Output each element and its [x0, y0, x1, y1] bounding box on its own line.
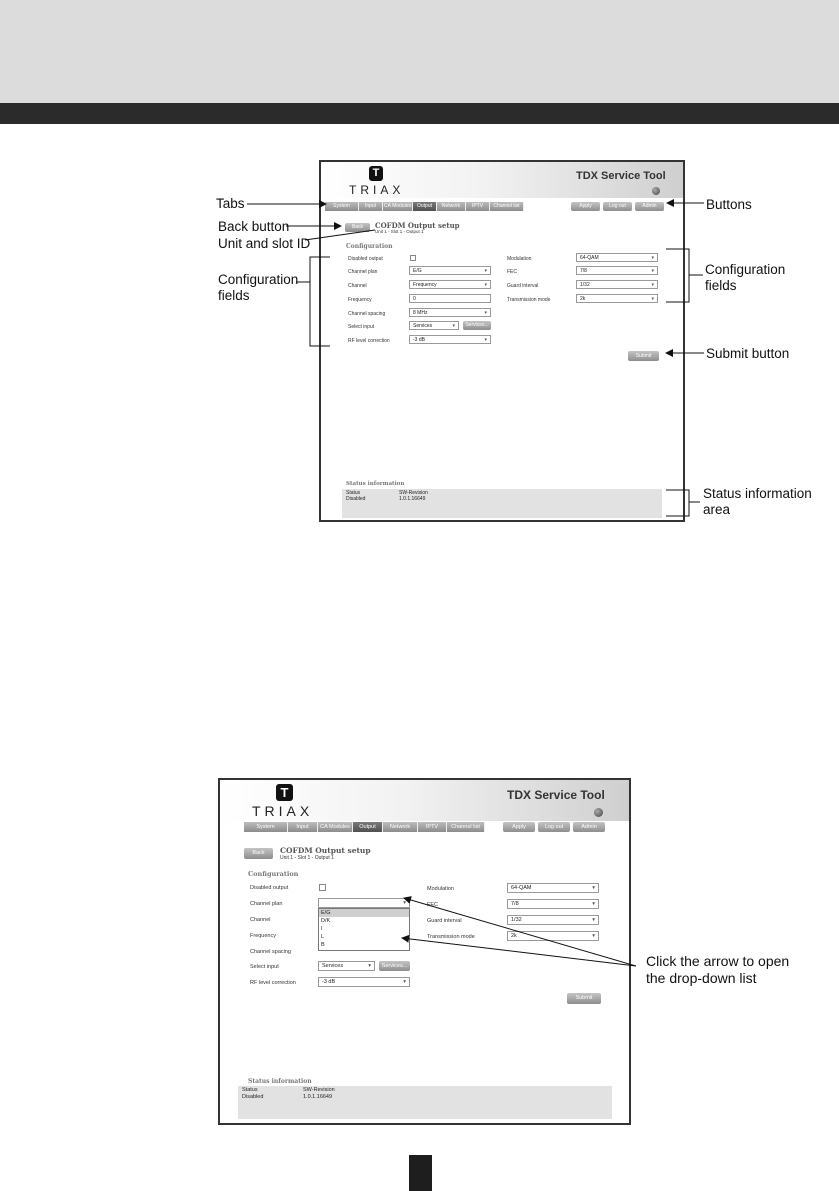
page-title: COFDM Output setup [375, 221, 460, 230]
tab-ca-modules[interactable]: CA Modules [383, 202, 413, 211]
chevron-down-icon[interactable]: ▾ [403, 979, 406, 985]
chevron-down-icon[interactable]: ▾ [592, 917, 595, 923]
triax-logo-icon: T [276, 784, 293, 801]
tab-iptv[interactable]: IPTV [466, 202, 490, 211]
dropdown-option[interactable]: D/K [321, 918, 331, 924]
chevron-down-icon[interactable]: ▾ [592, 901, 595, 907]
label-modulation: Modulation [507, 256, 532, 262]
callout-buttons: Buttons [706, 197, 752, 212]
back-button[interactable]: Back [345, 223, 370, 232]
chevron-down-icon[interactable]: ▾ [651, 255, 654, 261]
label-fec: FEC [427, 902, 438, 908]
page-title: COFDM Output setup [280, 846, 371, 855]
chevron-down-icon[interactable]: ▾ [484, 337, 487, 343]
callout-unit-slot: Unit and slot ID [218, 236, 311, 251]
label-disabled-output: Disabled output [250, 885, 289, 891]
dropdown-option[interactable]: B [321, 942, 325, 948]
frequency-input[interactable]: 0 [409, 294, 491, 303]
fec-select[interactable]: 7/8 ▾ [576, 266, 658, 275]
admin-button[interactable]: Admin [635, 202, 664, 211]
callout-config-right: Configuration fields [705, 262, 786, 293]
callout-back-button: Back button [218, 219, 290, 234]
label-rf-level: RF level correction [250, 980, 296, 986]
back-button[interactable]: Back [244, 848, 273, 859]
apply-button[interactable]: Apply [571, 202, 600, 211]
chevron-down-icon[interactable]: ▾ [403, 900, 406, 906]
chevron-down-icon[interactable]: ▾ [484, 310, 487, 316]
services-button[interactable]: Services... [379, 961, 410, 971]
rf-level-select[interactable]: -3 dB ▾ [318, 977, 410, 987]
chevron-down-icon[interactable]: ▾ [651, 268, 654, 274]
sw-revision-value: 1.0.1.16649 [303, 1094, 333, 1100]
callout-config-left: Configuration fields [218, 272, 299, 303]
triax-logo-text: TRIAX [349, 183, 405, 197]
label-modulation: Modulation [427, 886, 454, 892]
dropdown-option[interactable]: E/G [319, 909, 409, 917]
chevron-down-icon[interactable]: ▾ [484, 282, 487, 288]
label-transmission-mode: Transmission mode [427, 934, 475, 940]
sw-revision-header: SW-Revision [399, 490, 428, 496]
label-rf-level: RF level correction [348, 338, 390, 344]
dropdown-option[interactable]: I [321, 926, 323, 932]
section-configuration: Configuration [248, 870, 299, 878]
admin-button[interactable]: Admin [573, 822, 605, 832]
status-value: Disabled [346, 496, 366, 502]
chevron-down-icon[interactable]: ▾ [368, 963, 371, 969]
tab-ca-modules[interactable]: CA Modules [318, 822, 353, 832]
sw-revision-header: SW-Revision [303, 1087, 335, 1093]
status-title: Status information [346, 481, 405, 487]
app-title: TDX Service Tool [507, 788, 605, 802]
channel-select[interactable]: Frequency ▾ [409, 280, 491, 289]
chevron-down-icon[interactable]: ▾ [592, 933, 595, 939]
modulation-select[interactable]: 64-QAM ▾ [507, 883, 599, 893]
unit-slot-id: Unit 1 - Slot 1 - Output 1 [280, 855, 334, 861]
sw-revision-value: 1.0.1.16649 [399, 496, 426, 502]
tab-input[interactable]: Input [288, 822, 318, 832]
status-value: Disabled [242, 1094, 264, 1100]
guard-interval-select[interactable]: 1/32 ▾ [576, 280, 658, 289]
fec-select[interactable]: 7/8 ▾ [507, 899, 599, 909]
tab-system[interactable]: System [325, 202, 359, 211]
label-guard-interval: Guard interval [507, 283, 539, 289]
log-out-button[interactable]: Log out [603, 202, 632, 211]
unit-slot-id: Unit 1 - Slot 1 - Output 1 [375, 229, 424, 234]
select-input-select[interactable]: Services ▾ [409, 321, 459, 330]
tab-input[interactable]: Input [359, 202, 383, 211]
triax-logo-text: TRIAX [252, 803, 314, 819]
status-header: Status [346, 490, 361, 496]
services-button[interactable]: Services... [463, 321, 491, 330]
callout-tabs: Tabs [216, 196, 245, 211]
chevron-down-icon[interactable]: ▾ [452, 323, 455, 329]
label-channel-plan: Channel plan [348, 269, 378, 275]
modulation-select[interactable]: 64-QAM ▾ [576, 253, 658, 262]
chevron-down-icon[interactable]: ▾ [651, 296, 654, 302]
label-channel: Channel [348, 283, 367, 289]
callout-status-area: Status information area [703, 486, 812, 517]
rf-level-select[interactable]: -3 dB ▾ [409, 335, 491, 344]
label-channel: Channel [250, 917, 271, 923]
label-select-input: Select input [250, 964, 279, 970]
label-frequency: Frequency [348, 297, 372, 303]
transmission-mode-select[interactable]: 2k ▾ [507, 931, 599, 941]
callout-dropdown-hint: Click the arrow to open the drop-down list [646, 953, 790, 986]
chevron-down-icon[interactable]: ▾ [592, 885, 595, 891]
label-guard-interval: Guard interval [427, 918, 462, 924]
log-out-button[interactable]: Log out [538, 822, 570, 832]
tab-system[interactable]: System [244, 822, 288, 832]
channel-spacing-select[interactable]: 8 MHz ▾ [409, 308, 491, 317]
status-header: Status [242, 1087, 258, 1093]
tab-output[interactable]: Output [413, 202, 437, 211]
submit-button[interactable]: Submit [628, 351, 659, 361]
tab-network[interactable]: Network [437, 202, 466, 211]
label-select-input: Select input [348, 324, 375, 330]
chevron-down-icon[interactable]: ▾ [651, 282, 654, 288]
label-transmission-mode: Transmission mode [507, 297, 551, 303]
channel-plan-select[interactable]: E/G ▾ [409, 266, 491, 275]
page-number-box [409, 1155, 432, 1191]
section-configuration: Configuration [346, 243, 393, 250]
tab-channel-list[interactable]: Channel list [447, 822, 485, 832]
submit-button[interactable]: Submit [567, 993, 601, 1004]
status-title: Status information [248, 1078, 312, 1085]
triax-logo-icon: T [369, 166, 383, 181]
label-frequency: Frequency [250, 933, 276, 939]
dropdown-option[interactable]: L [321, 934, 325, 940]
tab-iptv[interactable]: IPTV [418, 822, 447, 832]
label-channel-plan: Channel plan [250, 901, 283, 907]
app-title: TDX Service Tool [576, 170, 666, 182]
tab-network[interactable]: Network [383, 822, 418, 832]
tab-output[interactable]: Output [353, 822, 383, 832]
guard-interval-select[interactable]: 1/32 ▾ [507, 915, 599, 925]
label-disabled-output: Disabled output [348, 256, 383, 262]
select-input-select[interactable]: Services ▾ [318, 961, 375, 971]
label-channel-spacing: Channel spacing [348, 311, 386, 317]
apply-button[interactable]: Apply [503, 822, 535, 832]
tab-channel-list[interactable]: Channel list [490, 202, 524, 211]
callout-submit-button: Submit button [706, 346, 790, 361]
label-channel-spacing: Channel spacing [250, 949, 291, 955]
label-fec: FEC [507, 269, 517, 275]
transmission-mode-select[interactable]: 2k ▾ [576, 294, 658, 303]
chevron-down-icon[interactable]: ▾ [484, 268, 487, 274]
